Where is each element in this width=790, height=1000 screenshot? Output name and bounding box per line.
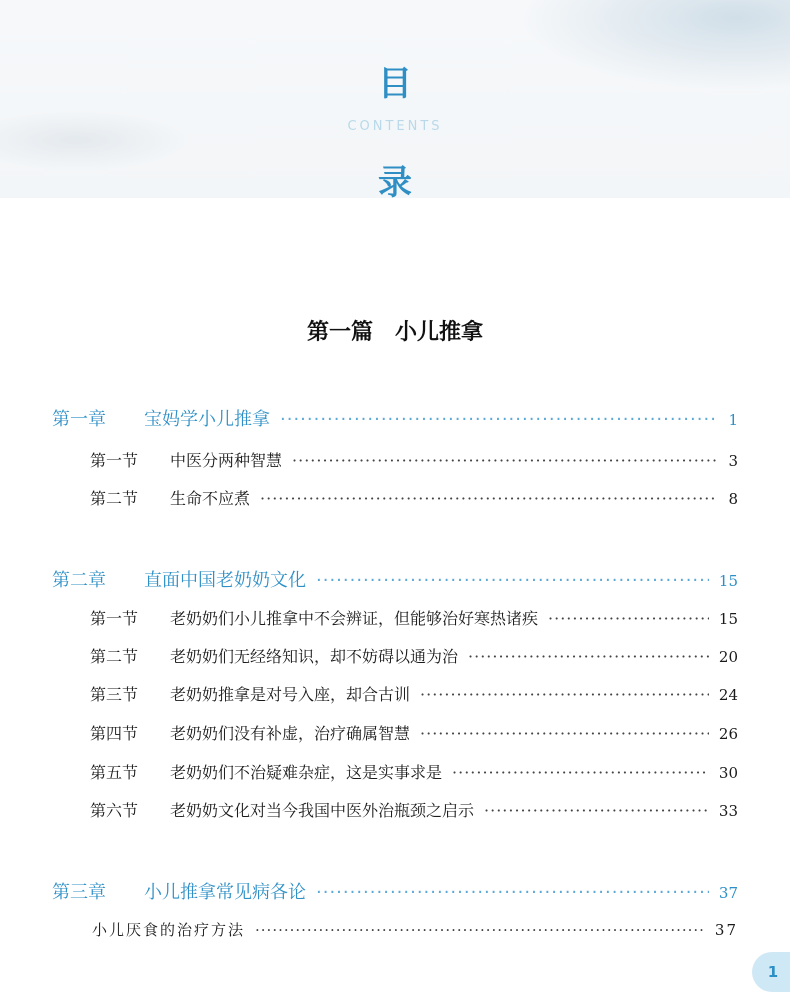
section-title: 老奶奶们不治疑难杂症，这是实事求是 (170, 763, 443, 782)
section-number: 第五节 (90, 763, 139, 782)
section-title: 老奶奶们无经络知识，却不妨碍以通为治 (170, 647, 459, 666)
entry-page: 37 (714, 921, 738, 939)
section-title: 中医分两种智慧 (170, 451, 283, 470)
chapter-title: 宝妈学小儿推拿 (144, 409, 270, 430)
chapter-title: 直面中国老奶奶文化 (144, 570, 306, 591)
toc-section[interactable] (90, 486, 738, 509)
section-title: 老奶奶推拿是对号入座，却合古训 (170, 685, 411, 704)
section-number: 第四节 (90, 724, 139, 743)
page-title-top: 目 (378, 64, 412, 104)
toc-chapter-3[interactable] (52, 878, 738, 904)
section-page: 33 (718, 802, 738, 820)
part-heading (0, 315, 790, 346)
section-title: 老奶奶们没有补虚，治疗确属智慧 (170, 724, 411, 743)
section-title: 老奶奶们小儿推拿中不会辨证，但能够治好寒热诸疾 (170, 609, 539, 628)
dot-leader (420, 724, 709, 743)
dot-leader (468, 647, 709, 666)
dot-leader (452, 763, 709, 782)
chapter-number: 第一章 (52, 409, 106, 430)
section-title: 老奶奶文化对当今我国中医外治瓶颈之启示 (170, 801, 475, 820)
entry-title: 小儿厌食的治疗方法 (92, 921, 246, 939)
chapter-page: 1 (728, 411, 738, 429)
page-title-bottom: 录 (378, 163, 412, 203)
section-page: 26 (718, 725, 738, 743)
part-prefix: 第一篇 (306, 319, 373, 345)
toc-section[interactable] (90, 721, 738, 744)
section-number: 第六节 (90, 801, 139, 820)
section-number: 第一节 (90, 609, 139, 628)
section-number: 第一节 (90, 451, 139, 470)
toc-chapter-2[interactable] (52, 566, 738, 592)
chapter-page: 15 (718, 572, 738, 590)
toc-section[interactable] (90, 448, 738, 471)
toc-section[interactable] (90, 644, 738, 667)
toc-section[interactable] (90, 760, 738, 783)
section-page: 15 (718, 610, 738, 628)
page-number-badge: 1 (752, 952, 790, 992)
section-number: 第三节 (90, 685, 139, 704)
section-page: 20 (718, 648, 738, 666)
chapter-title: 小儿推拿常见病各论 (144, 882, 306, 903)
dot-leader (260, 489, 718, 508)
dot-leader (292, 451, 718, 470)
section-page: 3 (728, 452, 738, 470)
dot-leader (316, 570, 709, 591)
toc-entry[interactable] (92, 919, 738, 940)
section-title: 生命不应煮 (170, 489, 251, 508)
contents-subtitle: CONTENTS (347, 119, 443, 134)
toc-section[interactable] (90, 606, 738, 629)
chapter-page: 37 (718, 884, 738, 902)
dot-leader (484, 801, 709, 820)
dot-leader (316, 882, 709, 903)
toc-section[interactable] (90, 682, 738, 705)
section-page: 24 (718, 686, 738, 704)
dot-leader (255, 921, 705, 939)
section-number: 第二节 (90, 647, 139, 666)
decorative-wash (0, 110, 190, 170)
chapter-number: 第二章 (52, 570, 106, 591)
toc-section[interactable] (90, 798, 738, 821)
dot-leader (548, 609, 709, 628)
section-page: 8 (728, 490, 738, 508)
dot-leader (280, 409, 718, 430)
section-page: 30 (718, 764, 738, 782)
toc-chapter-1[interactable] (52, 405, 738, 431)
chapter-number: 第三章 (52, 882, 106, 903)
part-name: 小儿推拿 (395, 319, 484, 345)
decorative-wash (520, 0, 790, 90)
section-number: 第二节 (90, 489, 139, 508)
dot-leader (420, 685, 709, 704)
